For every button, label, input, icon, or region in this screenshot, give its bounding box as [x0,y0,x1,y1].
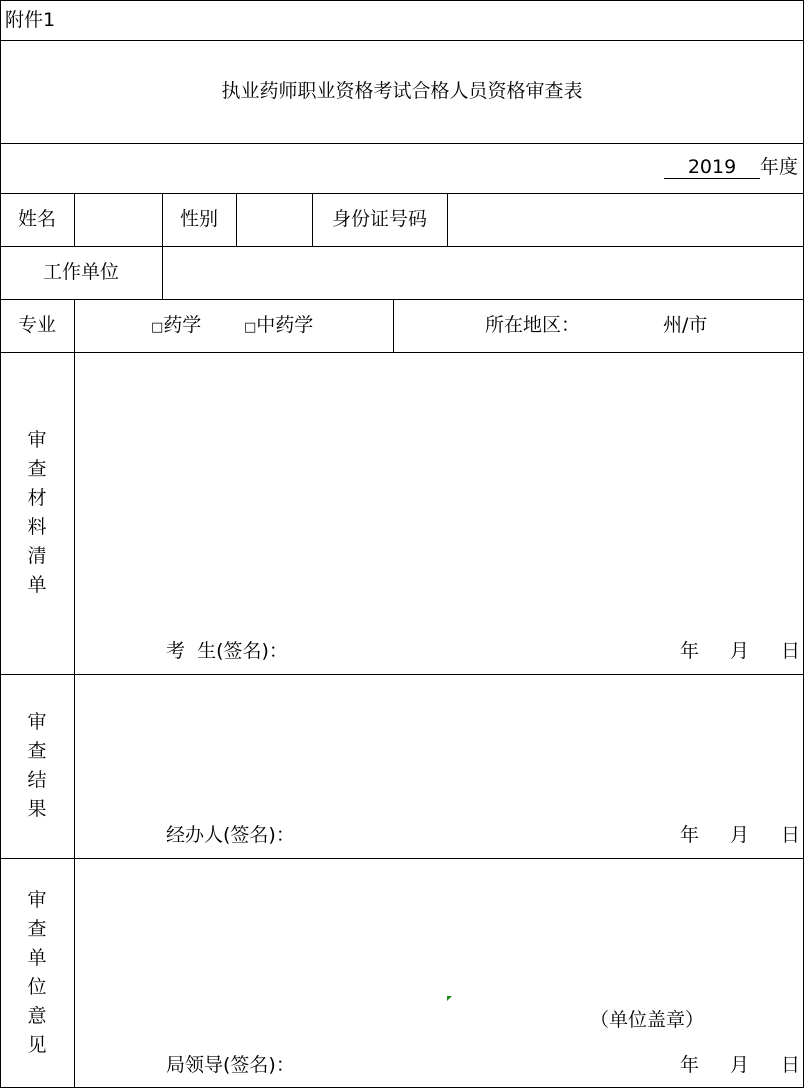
checkbox-icon[interactable]: □ [151,320,164,335]
year-value: 2019 [687,156,737,178]
opinion-content-area[interactable] [75,859,803,999]
date-month: 月 [730,1054,750,1076]
date-year: 年 [680,824,700,846]
major-option-tcm[interactable] [244,316,313,335]
gender-label: 性别 [179,208,218,230]
name-field[interactable] [75,194,162,246]
date-day: 日 [781,640,801,662]
border-bottom [0,1087,804,1088]
option-label: 药学 [163,314,202,336]
checkbox-icon[interactable]: □ [244,320,257,335]
id-number-label: 身份证号码 [331,208,427,230]
section-label-opinion: 审 查 单 位 意 见 [27,889,47,1056]
result-content-area[interactable] [75,675,803,815]
border-top [0,0,804,1]
date-day: 日 [781,1054,801,1076]
work-unit-label: 工作单位 [42,261,119,283]
gender-field[interactable] [237,194,312,246]
year-suffix: 年度 [760,156,799,178]
candidate-signature-label: 考 生(签名)： [166,640,288,662]
date-month: 月 [730,640,750,662]
name-label: 姓名 [17,208,56,230]
divider [0,143,804,144]
date-year: 年 [680,1054,700,1076]
attachment-label: 附件1 [5,9,56,31]
form-title: 执业药师职业资格考试合格人员资格审查表 [221,80,583,102]
leader-signature-label: 局领导(签名)： [166,1054,295,1076]
region-suffix: 州/市 [663,314,708,336]
unit-stamp-note: （单位盖章） [590,1009,705,1031]
id-number-field[interactable] [448,194,803,246]
materials-content-area[interactable] [75,353,803,623]
major-label: 专业 [17,314,56,336]
section-label-materials: 审 查 材 料 清 单 [27,429,47,596]
year-underline [664,178,760,179]
date-month: 月 [730,824,750,846]
divider [393,299,394,352]
major-option-pharmacy[interactable] [151,316,201,335]
date-day: 日 [781,824,801,846]
work-unit-field[interactable] [163,247,803,299]
date-year: 年 [680,640,700,662]
handler-signature-label: 经办人(签名)： [166,824,295,846]
section-label-result: 审 查 结 果 [27,711,47,820]
divider [0,40,804,41]
cell-comment-marker-icon [447,996,452,1001]
divider [0,299,804,300]
option-label: 中药学 [256,314,314,336]
region-label: 所在地区： [485,314,581,336]
